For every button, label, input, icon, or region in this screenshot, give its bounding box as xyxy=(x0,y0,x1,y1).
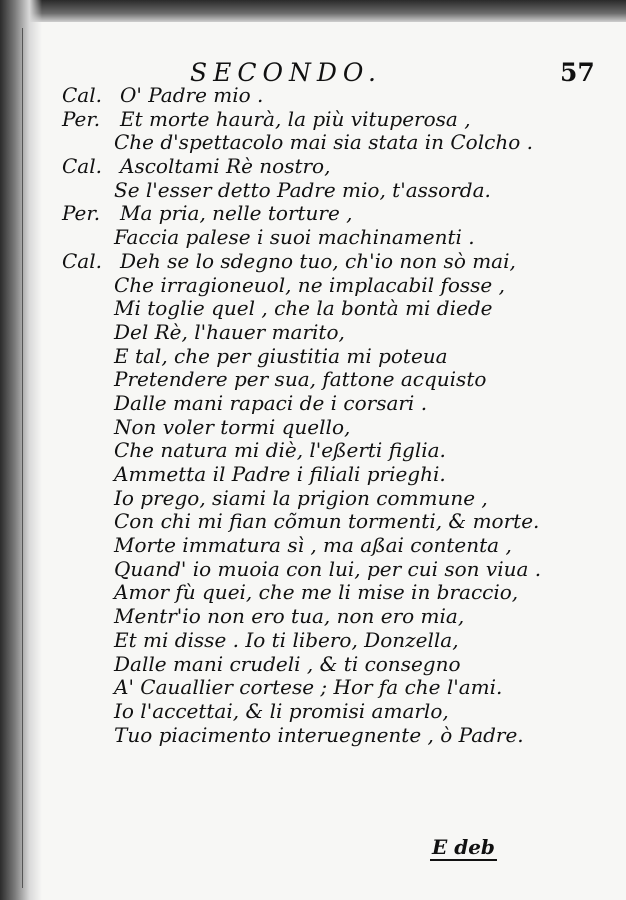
verse-line xyxy=(62,724,602,748)
verse-line xyxy=(62,321,602,345)
page-binding-shadow xyxy=(0,0,42,900)
speaker-label: Per. xyxy=(62,201,101,226)
verse-line-text: Non voler tormi quello, xyxy=(114,414,351,439)
verse-line xyxy=(62,558,602,582)
page-number: 57 xyxy=(560,58,595,87)
speaker-label: Cal. xyxy=(62,154,102,179)
verse-line xyxy=(62,226,602,250)
verse-line-text: Deh se lo sdegno tuo, ch'io non sò mai, xyxy=(120,248,516,273)
verse-line-text: Mentr'io non ero tua, non ero mia, xyxy=(114,604,465,629)
verse-line-text: Che irragioneuol, ne implacabil fosse , xyxy=(114,272,505,297)
verse-line xyxy=(62,108,602,132)
verse-line-text: Ascoltami Rè nostro, xyxy=(120,154,331,179)
verse-line xyxy=(62,700,602,724)
verse-line xyxy=(62,250,602,274)
verse-line xyxy=(62,676,602,700)
verse-line-text: A' Cauallier cortese ; Hor fa che l'ami. xyxy=(114,675,503,700)
verse-line xyxy=(62,155,602,179)
verse-line xyxy=(62,202,602,226)
verse-line xyxy=(62,274,602,298)
verse-text xyxy=(62,84,602,747)
page-top-edge-shadow xyxy=(0,0,626,22)
verse-line xyxy=(62,368,602,392)
verse-line-text: Tuo piacimento interuegnente , ò Padre. xyxy=(114,722,524,747)
verse-line xyxy=(62,653,602,677)
catchword: E deb xyxy=(432,835,495,859)
verse-line xyxy=(62,416,602,440)
speaker-label: Cal. xyxy=(62,83,102,107)
verse-line-text: Mi toglie quel , che la bontà mi diede xyxy=(114,296,493,321)
verse-line xyxy=(62,131,602,155)
verse-line xyxy=(62,84,602,108)
verse-line xyxy=(62,605,602,629)
verse-line xyxy=(62,581,602,605)
verse-line xyxy=(62,179,602,203)
verse-line-text: Dalle mani rapaci de i corsari . xyxy=(114,390,428,415)
verse-line-text: Ammetta il Padre i filiali prieghi. xyxy=(114,462,446,486)
verse-line-text: Io l'accettai, & li promisi amarlo, xyxy=(114,698,449,723)
verse-line xyxy=(62,510,602,534)
verse-line-text: Quand' io muoia con lui, per cui son viua . xyxy=(114,556,542,581)
verse-line xyxy=(62,297,602,321)
verse-line xyxy=(62,439,602,463)
verse-line-text: Che d'spettacolo mai sia stata in Colcho . xyxy=(114,130,533,155)
verse-line xyxy=(62,345,602,369)
verse-line-text: Morte immatura sì , ma aßai contenta , xyxy=(114,533,512,558)
verse-line-text: Ma pria, nelle torture , xyxy=(120,201,353,226)
verse-line-text: Dalle mani crudeli , & ti consegno xyxy=(114,651,461,676)
verse-line-text: Faccia palese i suoi machinamenti . xyxy=(114,225,475,250)
verse-line xyxy=(62,463,602,487)
running-head: SECONDO. xyxy=(190,58,382,87)
verse-line-text: Io prego, siami la prigion commune , xyxy=(114,485,488,510)
binding-fold-line xyxy=(22,28,23,888)
verse-line-text: Con chi mi fian cõmun tormenti, & morte. xyxy=(114,509,540,534)
verse-line xyxy=(62,487,602,511)
verse-line-text: Et morte haurà, la più vituperosa , xyxy=(120,106,471,131)
speaker-label: Cal. xyxy=(62,248,102,273)
verse-line-text: Del Rè, l'hauer marito, xyxy=(114,319,345,344)
verse-line-text: Pretendere per sua, fattone acquisto xyxy=(114,367,487,392)
verse-line-text: Et mi disse . Io ti libero, Donzella, xyxy=(114,627,459,652)
speaker-label: Per. xyxy=(62,106,101,131)
verse-line-text: Se l'esser detto Padre mio, t'assorda. xyxy=(114,177,491,202)
verse-line xyxy=(62,392,602,416)
verse-line-text: E tal, che per giustitia mi poteua xyxy=(114,343,448,368)
verse-line xyxy=(62,629,602,653)
verse-line-text: O' Padre mio . xyxy=(120,83,264,107)
verse-line-text: Che natura mi diè, l'eßerti figlia. xyxy=(114,438,446,463)
verse-line-text: Amor fù quei, che me li mise in braccio, xyxy=(114,580,519,605)
verse-line xyxy=(62,534,602,558)
